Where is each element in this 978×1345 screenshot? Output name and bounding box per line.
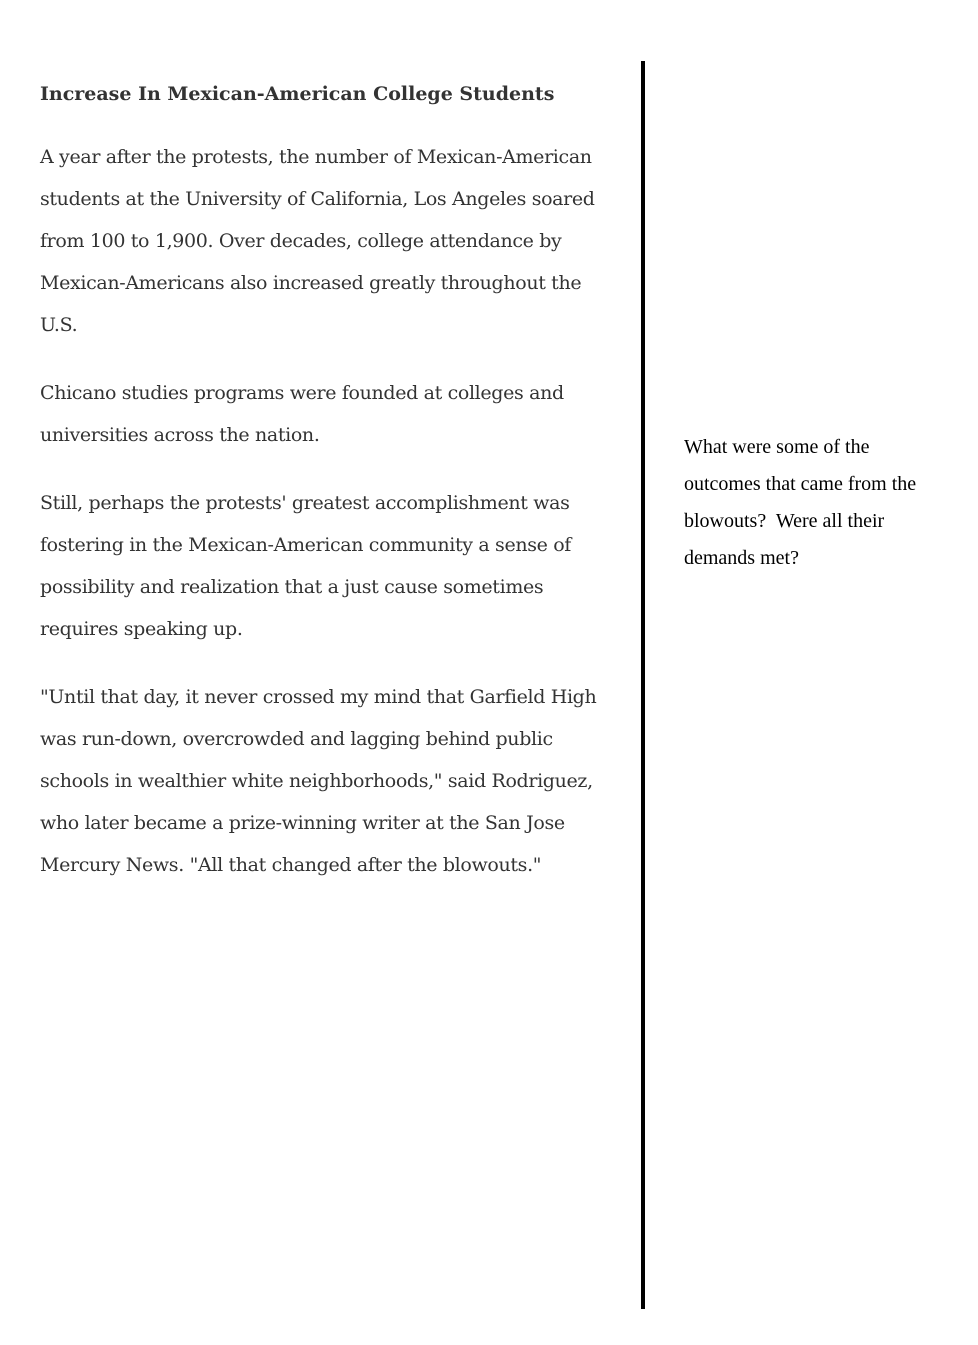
paragraph-chicano-studies: Chicano studies programs were founded at colleges and universities across the nation. xyxy=(40,382,564,446)
article-column xyxy=(40,78,612,912)
margin-question-note: What were some of the outcomes that came from the blowouts? Were all their demands met? xyxy=(684,436,922,569)
column-divider xyxy=(641,61,645,1309)
paragraph-rodriguez-quote: "Until that day, it never crossed my mind that Garfield High was run-down, overcrowded and lagging behind public schools in wealthier white neighborhoods," said Rodriguez, who later became a prize-winning writer at the San Jose Mercury News. "All that changed after the blowouts." xyxy=(40,686,597,876)
section-heading: Increase In Mexican-American College Students xyxy=(40,83,555,105)
paragraph-ucla-enrollment: A year after the protests, the number of Mexican-American students at the University of California, Los Angeles soared from 100 to 1,900. Over decades, college attendance by Mexican-Americans also increased greatly throughout the U.S. xyxy=(40,146,595,336)
paragraph-greatest-accomplishment: Still, perhaps the protests' greatest accomplishment was fostering in the Mexican-American community a sense of possibility and realization that a just cause sometimes requires speaking up. xyxy=(40,492,571,640)
